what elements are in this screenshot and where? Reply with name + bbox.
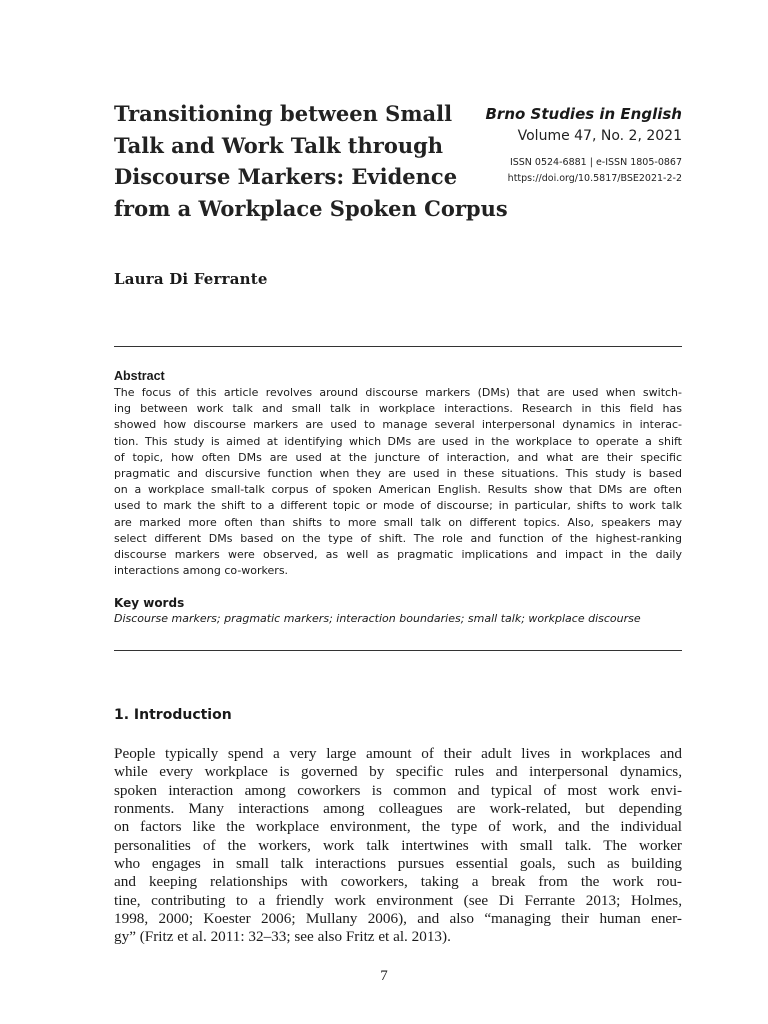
abstract-line: on a workplace small-talk corpus of spoken American English. Results show that DMs are often xyxy=(114,483,682,497)
journal-issn: ISSN 0524-6881 | e-ISSN 1805-0867 xyxy=(509,157,682,168)
abstract-line: used to mark the shift to a different topic or mode of discourse; in particular, shifts to work talk xyxy=(114,499,682,513)
title-line: from a Workplace Spoken Corpus xyxy=(114,195,508,221)
abstract-line: interactions among co-workers. xyxy=(114,564,289,578)
author-name: Laura Di Ferrante xyxy=(114,270,268,288)
abstract-line: The focus of this article revolves around discourse markers (DMs) that are used when switch- xyxy=(114,386,682,399)
abstract-line: pragmatic and discursive function when they are used in these situations. This study is based xyxy=(114,467,682,481)
journal-info xyxy=(486,103,683,186)
introduction-paragraph xyxy=(114,745,682,947)
body-line: on factors like the workplace environment, the type of work, and the individual xyxy=(114,818,682,836)
keywords-heading: Key words xyxy=(114,596,185,610)
body-line: People typically spend a very large amount of their adult lives in workplaces and xyxy=(114,745,682,762)
keywords-text: Discourse markers; pragmatic markers; interaction boundaries; small talk; workplace discourse xyxy=(114,612,641,625)
abstract-line: select different DMs based on the type of shift. The role and function of the highest-ranking xyxy=(114,531,682,545)
page-number: 7 xyxy=(380,968,388,984)
journal-doi-link[interactable]: https://doi.org/10.5817/BSE2021-2-2 xyxy=(507,173,682,184)
body-line: tine, contributing to a friendly work environment (see Di Ferrante 2013; Holmes, xyxy=(114,891,682,909)
section-heading: 1. Introduction xyxy=(114,707,232,723)
body-line: personalities of the workers, work talk intertwines with small talk. The worker xyxy=(114,836,682,854)
body-line: ronments. Many interactions among colleagues are work-related, but depending xyxy=(114,800,682,818)
abstract-line: are marked more often than shifts to more small talk on different topics. Also, speakers may xyxy=(114,515,682,529)
body-line: and keeping relationships with coworkers, taking a break from the work rou- xyxy=(114,873,682,891)
top-divider xyxy=(114,346,682,347)
abstract-body xyxy=(114,385,682,579)
body-line: while every workplace is governed by specific rules and interpersonal dynamics, xyxy=(114,763,682,781)
abstract-heading: Abstract xyxy=(114,369,165,383)
abstract-line: ing between work talk and small talk in workplace interactions. Research in this field has xyxy=(114,402,682,416)
title-line: Discourse Markers: Evidence xyxy=(114,164,458,189)
title-line: Transitioning between Small xyxy=(114,101,453,126)
abstract-line: tion. This study is aimed at identifying which DMs are used in the workplace to operate a shift xyxy=(114,434,682,448)
body-line: who engages in small talk interactions pursues essential goals, such as building xyxy=(114,855,682,873)
abstract-line: of topic, how often DMs are used at the juncture of interaction, and what are their specific xyxy=(114,450,682,464)
body-line: 1998, 2000; Koester 2006; Mullany 2006), and also “managing their human ener- xyxy=(114,910,682,928)
bottom-divider xyxy=(114,650,682,651)
abstract-line: discourse markers were observed, as well as pragmatic implications and impact in the daily xyxy=(114,548,682,562)
body-line: spoken interaction among coworkers is common and typical of most work envi- xyxy=(114,781,682,799)
title-line: Talk and Work Talk through xyxy=(114,132,444,158)
journal-name: Brno Studies in English xyxy=(485,105,682,123)
journal-volume: Volume 47, No. 2, 2021 xyxy=(517,128,682,144)
abstract-line: showed how discourse markers are used to manage several interpersonal dynamics in interac- xyxy=(114,418,682,432)
body-line: gy” (Fritz et al. 2011: 32–33; see also Fritz et al. 2013). xyxy=(114,928,451,946)
article-title xyxy=(114,98,514,224)
